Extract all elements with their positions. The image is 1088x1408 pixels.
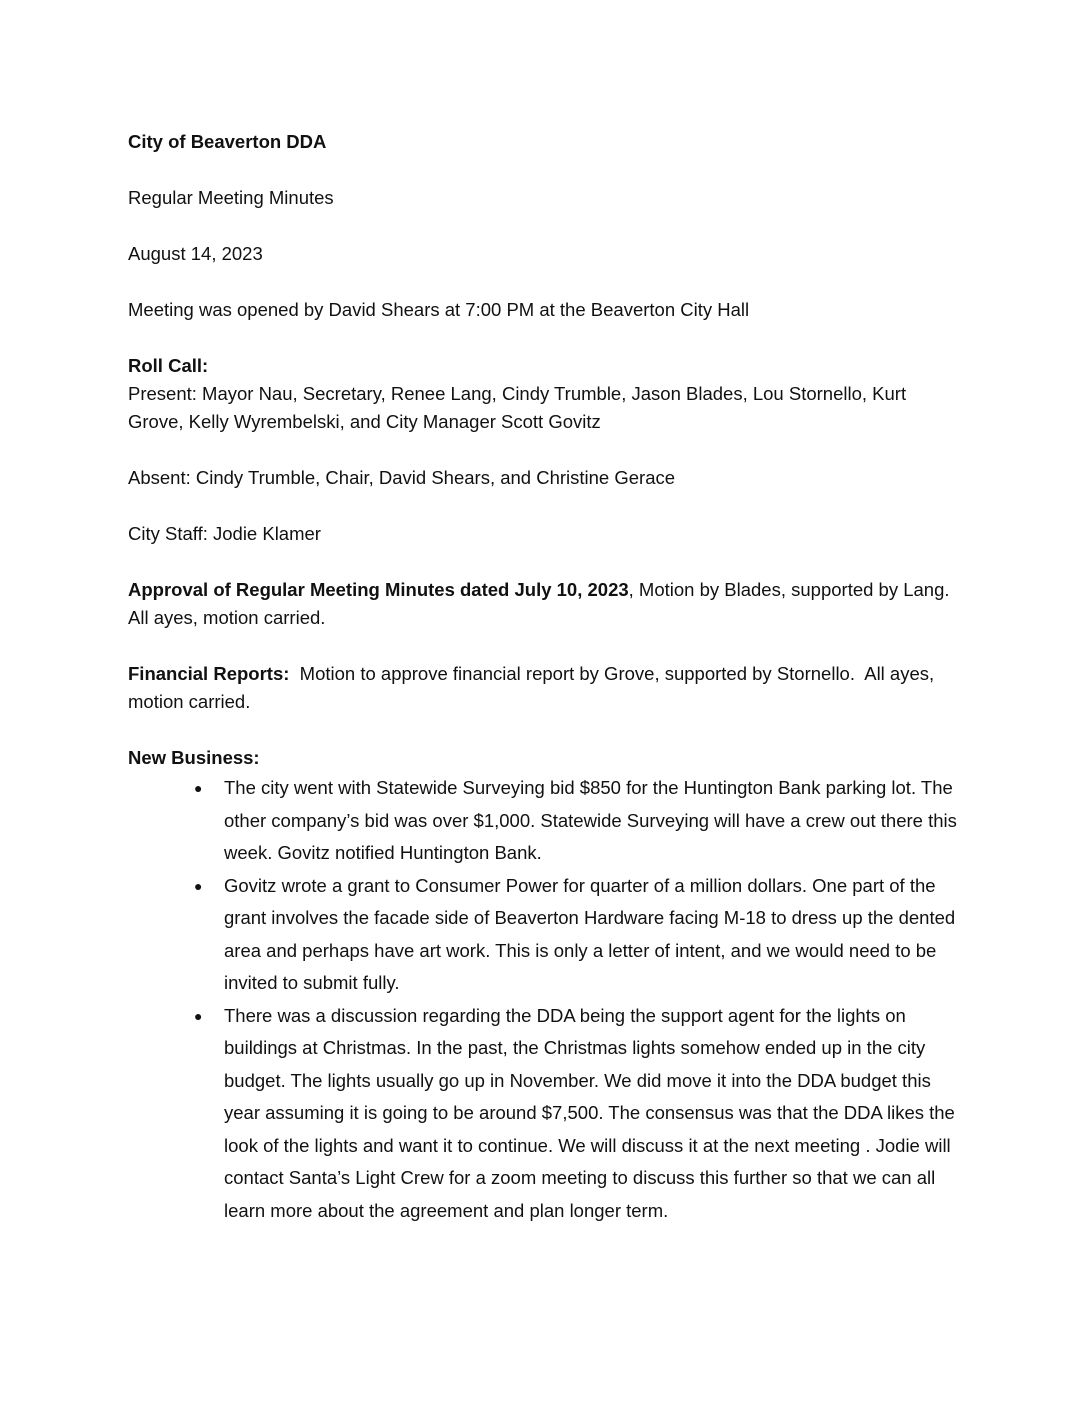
roll-call-heading: Roll Call: — [128, 355, 209, 376]
list-item — [128, 1000, 958, 1228]
financial-paragraph — [128, 660, 958, 716]
present-list: Present: Mayor Nau, Secretary, Renee Lang, Cindy Trumble, Jason Blades, Lou Stornello, Kurt Grove, Kelly Wyrembelski, and City Manager Scott Govitz — [128, 383, 907, 432]
meeting-date: August 14, 2023 — [128, 243, 263, 264]
approval-heading: Approval of Regular Meeting Minutes dated July 10, 2023 — [128, 579, 629, 600]
list-item-text: The city went with Statewide Surveying bid $850 for the Huntington Bank parking lot. The other company’s bid was over $1,000. Statewide Surveying will have a crew out there this week. Govitz notified Huntington Bank. — [224, 777, 957, 863]
list-item-text: Govitz wrote a grant to Consumer Power for quarter of a million dollars. One part of the grant involves the facade side of Beaverton Hardware facing M-18 to dress up the dented area and perhaps have art work. This is only a letter of intent, and we would need to be invited to submit fully. — [224, 874, 956, 993]
list-item — [128, 772, 958, 870]
doc-title: Regular Meeting Minutes — [128, 187, 334, 208]
financial-text: Motion to approve financial report by Grove, supported by Stornello. All ayes, motion carried. — [128, 663, 940, 712]
bullet-icon: ● — [194, 1007, 203, 1024]
list-item-text: There was a discussion regarding the DDA being the support agent for the lights on buildings at Christmas. In the past, the Christmas lights somehow ended up in the city budget. The lights usually go up in November. We did move it into the DDA budget this year assuming it is going to be around $7,500. The consensus was that the DDA likes the look of the lights and want it to continue. We will discuss it at the next meeting . Jodie will contact Santa’s Light Crew for a zoom meeting to discuss this further so that we can all learn more about the agreement and plan longer term. — [224, 1004, 955, 1221]
org-title: City of Beaverton DDA — [128, 131, 327, 152]
absent-list: Absent: Cindy Trumble, Chair, David Shears, and Christine Gerace — [128, 467, 676, 488]
new-business-heading: New Business: — [128, 747, 260, 768]
roll-call-section — [128, 352, 958, 436]
approval-text: , Motion by Blades, supported by Lang. All ayes, motion carried. — [128, 579, 950, 628]
new-business-section — [128, 744, 958, 1227]
city-staff: City Staff: Jodie Klamer — [128, 523, 321, 544]
bullet-icon: ● — [194, 780, 203, 796]
financial-heading: Financial Reports: — [128, 663, 290, 684]
minutes-body — [128, 128, 958, 1227]
new-business-list — [128, 772, 958, 1227]
bullet-icon: ● — [194, 877, 203, 894]
list-item — [128, 870, 958, 1000]
approval-paragraph — [128, 576, 958, 632]
opening-statement: Meeting was opened by David Shears at 7:00 PM at the Beaverton City Hall — [128, 299, 750, 320]
